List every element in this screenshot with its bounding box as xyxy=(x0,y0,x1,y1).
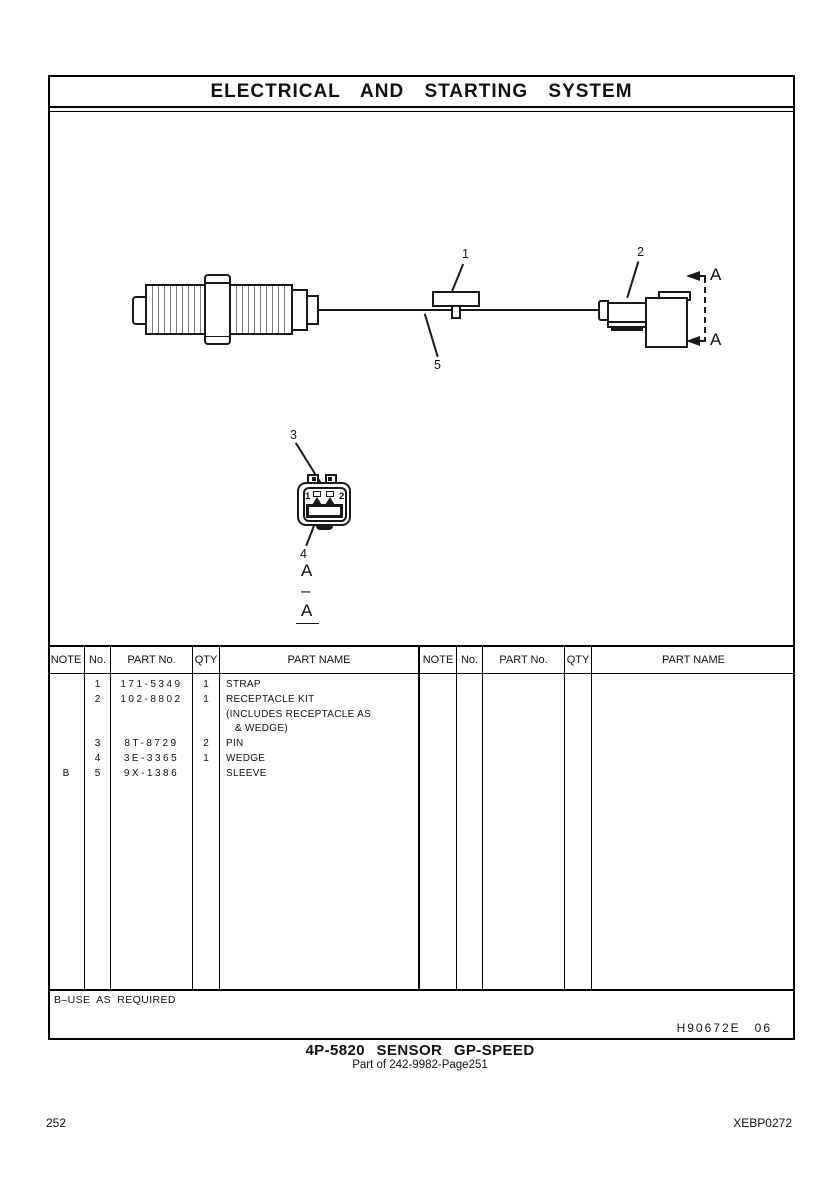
col-header-note: NOTE xyxy=(420,647,457,673)
section-arrow-top-tail xyxy=(697,275,706,277)
cell-part-name: WEDGE xyxy=(226,752,266,764)
col-header-part-name: PART NAME xyxy=(662,654,725,666)
cell-qty xyxy=(193,767,219,782)
sensor-tip xyxy=(306,295,319,325)
document-code: XEBP0272 xyxy=(733,1116,792,1130)
column-part-name-empty xyxy=(592,674,795,989)
section-label-top: A xyxy=(710,265,722,284)
cell-no xyxy=(85,722,110,737)
cell-part-name: RECEPTACLE KIT xyxy=(226,693,315,705)
cell-note: B xyxy=(62,767,70,779)
cell-qty xyxy=(193,722,219,737)
cell-part-name: SLEEVE xyxy=(226,767,267,779)
tab-mark xyxy=(312,477,316,481)
cell-no: 4 xyxy=(94,752,101,764)
cell-qty: 2 xyxy=(203,738,209,750)
pin-label-2: 2 xyxy=(339,491,345,502)
col-header-no: No. xyxy=(85,647,111,673)
connector-housing xyxy=(645,297,688,348)
cell-part-no xyxy=(111,722,192,737)
callout-5: 5 xyxy=(434,358,441,372)
cell-part-no: 8T-8729 xyxy=(124,738,179,750)
section-label-bottom: A xyxy=(710,330,722,349)
cell-part-name: & WEDGE) xyxy=(235,723,288,735)
column-part-no xyxy=(111,674,193,989)
drawing-code-value: H90672E xyxy=(676,1021,741,1035)
col-header-no: No. xyxy=(457,647,483,673)
section-line xyxy=(704,277,706,340)
drawing-code xyxy=(677,1021,772,1035)
cell-no: 2 xyxy=(94,693,101,705)
pin-label-1: 1 xyxy=(305,491,311,502)
column-note xyxy=(48,674,85,989)
cell-no: 3 xyxy=(94,738,101,750)
connector-shadow xyxy=(611,327,643,331)
page-title: ELECTRICAL AND STARTING SYSTEM xyxy=(210,80,633,102)
cell-note xyxy=(48,678,84,693)
nut-chamfer-line-top xyxy=(206,282,229,284)
cell-qty: 1 xyxy=(203,679,209,690)
cell-note xyxy=(48,722,84,737)
figure-caption-title: 4P-5820 SENSOR GP-SPEED xyxy=(305,1042,535,1059)
callout-4: 4 xyxy=(300,547,307,561)
cell-part-name: PIN xyxy=(226,738,244,750)
figure-caption-subtitle: Part of 242-9982-Page251 xyxy=(352,1059,488,1071)
column-qty xyxy=(193,674,220,989)
col-header-part-no: PART No. xyxy=(111,647,193,673)
table-body xyxy=(48,674,795,989)
connector-body xyxy=(607,302,647,323)
cell-note xyxy=(48,693,84,708)
cell-qty: 1 xyxy=(203,752,209,764)
callout-1: 1 xyxy=(462,247,469,261)
table-header-right xyxy=(420,647,795,673)
cell-qty xyxy=(193,708,219,723)
cell-part-no: 3E-3365 xyxy=(123,752,180,764)
callout-2: 2 xyxy=(637,245,644,259)
callout-3: 3 xyxy=(290,428,297,442)
cell-no: 1 xyxy=(94,679,101,690)
cell-part-no xyxy=(111,708,192,723)
col-header-note: NOTE xyxy=(48,647,85,673)
title-separator-line xyxy=(48,111,795,112)
cell-note xyxy=(48,708,84,723)
cell-part-no: 102-8802 xyxy=(120,693,183,705)
column-no xyxy=(85,674,111,989)
table-header-left xyxy=(48,647,420,673)
col-header-qty: QTY xyxy=(565,647,592,673)
column-note-empty xyxy=(420,674,457,989)
drawing-rev-value: 06 xyxy=(754,1021,772,1035)
sensor-cable-line xyxy=(316,309,608,311)
sensor-hex-nut xyxy=(204,274,231,345)
footnote-text: B–USE AS REQUIRED xyxy=(54,994,176,1006)
col-header-part-no: PART No. xyxy=(483,647,565,673)
cell-part-name: STRAP xyxy=(226,679,261,690)
section-view-label: A – A xyxy=(296,561,319,624)
cell-part-no: 9X-1386 xyxy=(123,767,180,779)
column-part-no-empty xyxy=(483,674,565,989)
connector-bottom-lug xyxy=(316,526,333,530)
nut-chamfer-line-bottom xyxy=(206,336,229,338)
column-part-name xyxy=(220,674,418,989)
cell-no xyxy=(85,708,110,723)
column-no-empty xyxy=(457,674,483,989)
cell-no: 5 xyxy=(94,767,101,779)
section-arrow-bottom-tail xyxy=(697,340,706,342)
page-number: 252 xyxy=(46,1116,67,1130)
strap-tab xyxy=(451,305,461,319)
cell-note xyxy=(48,752,84,767)
col-header-part-name: PART NAME xyxy=(287,654,351,666)
col-header-qty: QTY xyxy=(193,647,220,673)
parts-table xyxy=(48,645,795,1040)
cell-part-no: 171-5349 xyxy=(120,679,183,690)
cell-part-name: (INCLUDES RECEPTACLE AS xyxy=(226,708,372,720)
cell-note xyxy=(48,737,84,752)
tab-mark xyxy=(328,477,332,481)
table-body-right xyxy=(420,674,795,989)
cell-qty: 1 xyxy=(203,693,209,705)
table-footnote-row xyxy=(48,989,795,1040)
wedge-bar xyxy=(306,504,343,518)
column-qty-empty xyxy=(565,674,592,989)
page-title-bar xyxy=(48,75,795,108)
table-header-row xyxy=(48,647,795,674)
table-body-left xyxy=(48,674,420,989)
